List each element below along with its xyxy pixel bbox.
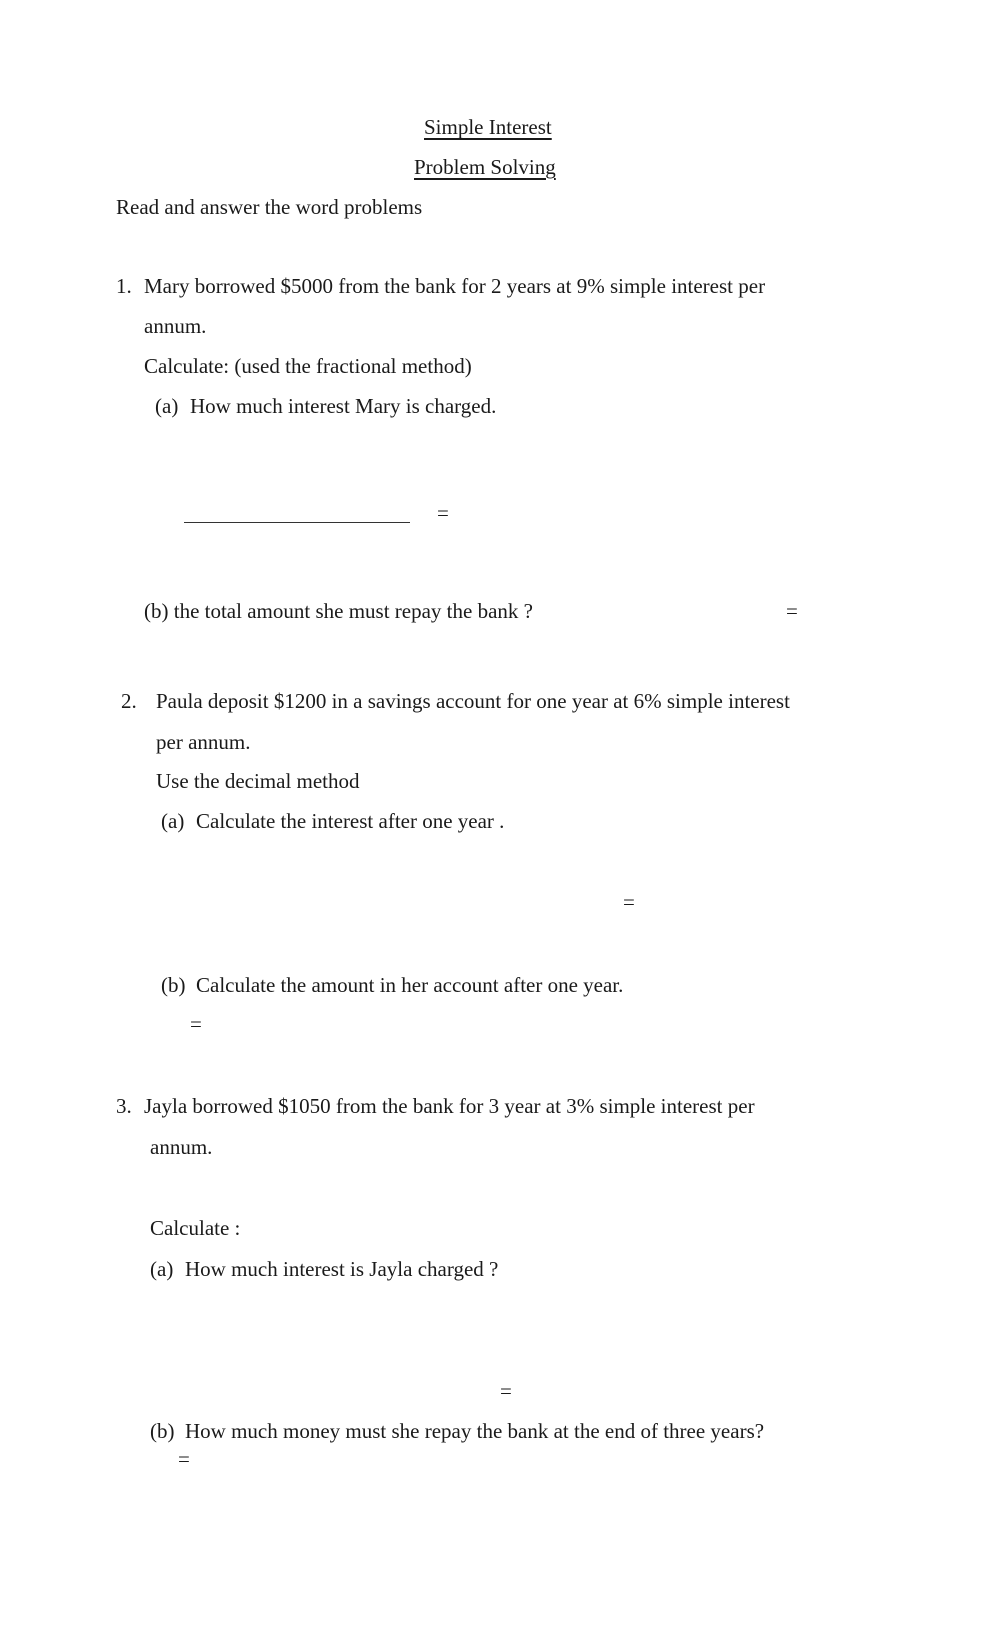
part-b-question: Calculate the amount in her account after one year.: [196, 973, 624, 997]
part-a-label: (a): [150, 1257, 174, 1281]
part-b-label: (b): [150, 1419, 175, 1443]
problem-method: Calculate :: [150, 1216, 241, 1240]
answer-b-equals: =: [190, 1012, 202, 1036]
problem-text-line2: annum.: [150, 1135, 213, 1159]
problem-text-line2: annum.: [144, 314, 207, 338]
part-a-label: (a): [155, 394, 179, 418]
problem-text-line1: Paula deposit $1200 in a savings account for one year at 6% simple interest: [156, 689, 790, 713]
problem-method: Calculate: (used the fractional method): [144, 354, 472, 378]
problem-method: Use the decimal method: [156, 769, 360, 793]
problem-number: 1.: [116, 274, 132, 298]
problem-number: 2.: [121, 689, 137, 713]
problem-text-line1: Mary borrowed $5000 from the bank for 2 years at 9% simple interest per: [144, 274, 766, 298]
part-a-label: (a): [161, 809, 185, 833]
answer-b-equals: =: [178, 1447, 190, 1471]
part-b-label: (b): [161, 973, 186, 997]
answer-a-equals: =: [437, 501, 449, 525]
part-b-question: How much money must she repay the bank at the end of three years?: [185, 1419, 765, 1443]
part-b-question: (b) the total amount she must repay the bank ?: [144, 599, 533, 623]
page-title: Simple Interest: [424, 115, 552, 139]
problem-text-line2: per annum.: [156, 730, 251, 754]
part-a-question: How much interest Mary is charged.: [190, 394, 497, 418]
part-a-question: Calculate the interest after one year .: [196, 809, 505, 833]
answer-b-equals: =: [786, 599, 798, 623]
instructions: Read and answer the word problems: [116, 195, 423, 219]
problem-text-line1: Jayla borrowed $1050 from the bank for 3 year at 3% simple interest per: [144, 1094, 755, 1118]
page-subtitle: Problem Solving: [414, 155, 556, 179]
answer-blank-line[interactable]: [184, 522, 410, 523]
answer-a-equals: =: [500, 1379, 512, 1403]
problem-number: 3.: [116, 1094, 132, 1118]
answer-a-equals: =: [623, 890, 635, 914]
part-a-question: How much interest is Jayla charged ?: [185, 1257, 499, 1281]
